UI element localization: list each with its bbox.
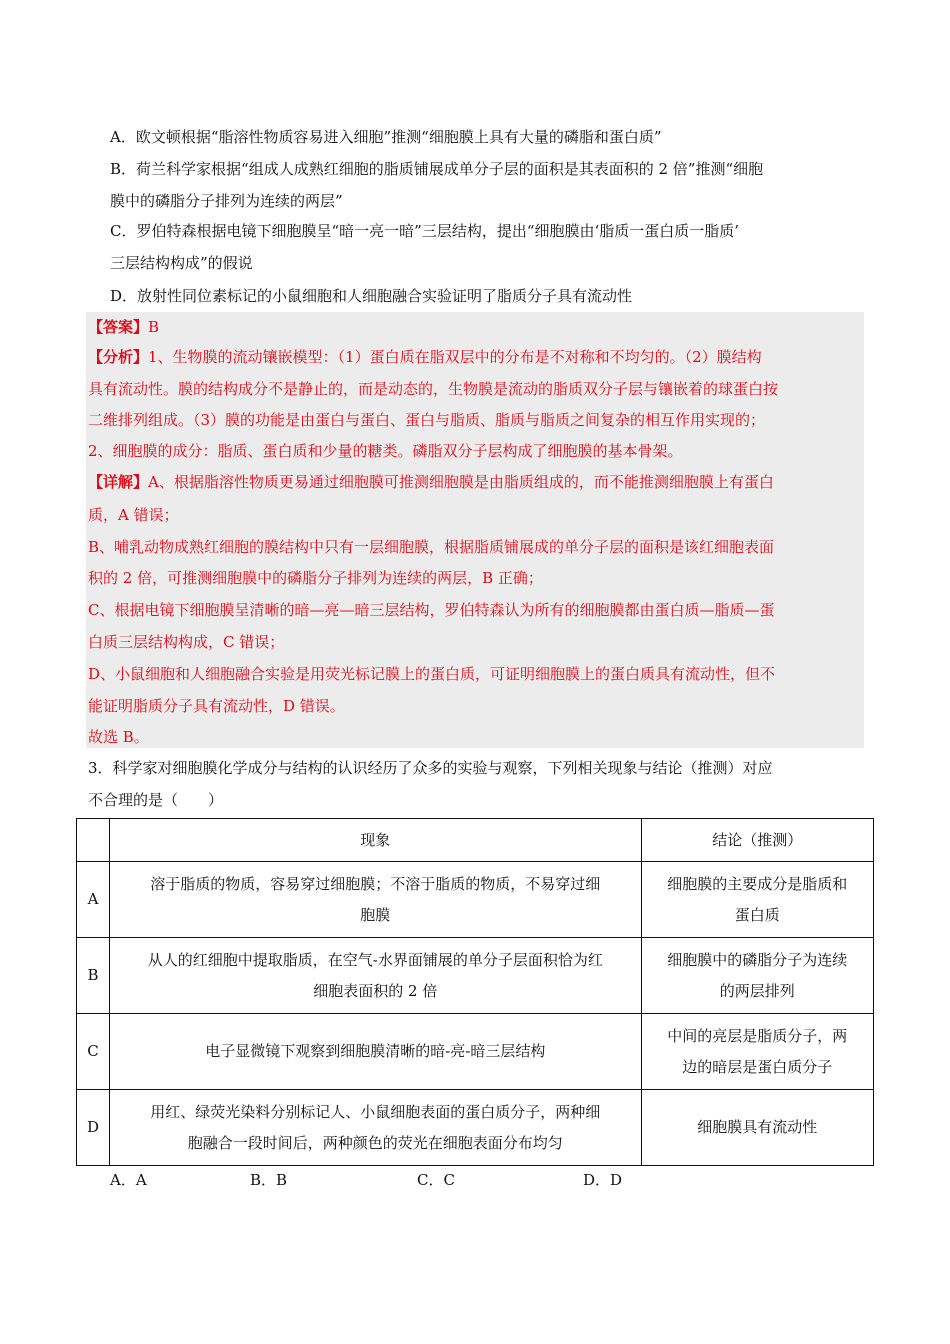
phenomenon-cell [110,862,642,938]
phenomenon-cell: 电子显微镜下观察到细胞膜清晰的暗-亮-暗三层结构 [110,1014,642,1090]
row-label: D [77,1090,110,1166]
question-stem: 不合理的是（ ） [88,791,224,809]
analysis-line [88,342,858,373]
cell-text: 蛋白质 [734,905,780,924]
cell-text: 细胞膜的主要成分是脂质和 [667,874,848,893]
analysis-tag: 【分析】 [88,348,149,366]
cell-text: 细胞膜中的磷脂分子为连续 [667,950,848,969]
table-header-cell [77,819,110,862]
conclusion-cell [641,1014,873,1090]
option-a: A．欧文顿根据“脂溶性物质容易进入细胞”推测“细胞膜上具有大量的磷脂和蛋白质” [110,128,662,146]
cell-text: 的两层排列 [719,981,795,1000]
detail-line: B、哺乳动物成熟红细胞的膜结构中只有一层细胞膜，根据脂质铺展成的单分子层的面积是该红细胞表面 [88,538,775,556]
answer-line [88,312,858,343]
table-row [77,862,874,938]
detail-line: 白质三层结构构成，C 错误； [88,633,285,651]
cell-text: 边的暗层是蛋白质分子 [682,1057,833,1076]
option-b [110,153,870,217]
cell-text: 溶于脂质的物质，容易穿过细胞膜；不溶于脂质的物质，不易穿过细 [150,874,601,893]
detail-tag: 【详解】 [88,473,149,491]
cell-text: 胞融合一段时间后，两种颜色的荧光在细胞表面分布均匀 [187,1133,563,1152]
option-b-line1: B．荷兰科学家根据“组成人成熟红细胞的脂质铺展成单分子层的面积是其表面积的 2 倍”推测“细胞 [110,160,764,178]
table-row [77,938,874,1014]
cell-text: 中间的亮层是脂质分子，两 [667,1026,848,1045]
table-header-cell: 结论（推测） [641,819,873,862]
conclusion-line: 故选 B。 [88,728,149,746]
row-label: A [77,862,110,938]
table-row [77,1014,874,1090]
answer-tag: 【答案】 [88,318,149,336]
question-table [76,818,874,1166]
conclusion-cell [641,938,873,1014]
answer-value: B [148,318,160,336]
detail-text: A、根据脂溶性物质更易通过细胞膜可推测细胞膜是由脂质组成的，而不能推测细胞膜上有蛋白 [148,473,774,491]
conclusion-cell: 细胞膜具有流动性 [641,1090,873,1166]
option-b-line2: 膜中的磷脂分子排列为连续的两层” [110,192,343,210]
analysis-line: 具有流动性。膜的结构成分不是静止的，而是动态的，生物膜是流动的脂质双分子层与镶嵌着的球蛋白按 [88,380,779,398]
conclusion-cell [641,862,873,938]
detail-line: C、根据电镜下细胞膜呈清晰的暗—亮—暗三层结构，罗伯特森认为所有的细胞膜都由蛋白质—脂质—蛋 [88,601,775,619]
cell-text: 细胞表面积的 2 倍 [313,981,438,1000]
option-c [110,215,870,279]
row-label: B [77,938,110,1014]
option-d: D．放射性同位素标记的小鼠细胞和人细胞融合实验证明了脂质分子具有流动性 [110,287,633,305]
detail-line [88,467,858,498]
detail-line: 质，A 错误； [88,506,179,524]
analysis-line: 2、细胞膜的成分：脂质、蛋白质和少量的糖类。磷脂双分子层构成了细胞膜的基本骨架。 [88,442,683,460]
row-label: C [77,1014,110,1090]
choice-c[interactable]: C．C [417,1171,455,1189]
cell-text: 用红、绿荧光染料分别标记人、小鼠细胞表面的蛋白质分子，两种细 [150,1102,601,1121]
choice-d[interactable]: D．D [583,1171,623,1189]
detail-line: 能证明脂质分子具有流动性，D 错误。 [88,697,345,715]
choice-a[interactable]: A．A [110,1171,147,1189]
phenomenon-cell [110,938,642,1014]
option-c-line2: 三层结构构成”的假说 [110,254,253,272]
option-c-line1: C．罗伯特森根据电镜下细胞膜呈“暗一亮一暗”三层结构，提出“细胞膜由‘脂质一蛋白质一脂质’ [110,222,740,240]
phenomenon-cell [110,1090,642,1166]
table-header-row [77,819,874,862]
analysis-line: 二维排列组成。（3）膜的功能是由蛋白与蛋白、蛋白与脂质、脂质与脂质之间复杂的相互作用实现的； [88,411,766,429]
question-stem: 3．科学家对细胞膜化学成分与结构的认识经历了众多的实验与观察，下列相关现象与结论（推测）对应 [88,759,773,777]
detail-line: D、小鼠细胞和人细胞融合实验是用荧光标记膜上的蛋白质，可证明细胞膜上的蛋白质具有流动性，但不 [88,665,776,683]
table-row [77,1090,874,1166]
detail-line: 积的 2 倍，可推测细胞膜中的磷脂分子排列为连续的两层，B 正确； [88,569,543,587]
table-header-cell: 现象 [110,819,642,862]
cell-text: 胞膜 [360,905,391,924]
cell-text: 从人的红细胞中提取脂质，在空气-水界面铺展的单分子层面积恰为红 [147,950,603,969]
choice-b[interactable]: B．B [250,1171,288,1189]
analysis-text: 1、生物膜的流动镶嵌模型：（1）蛋白质在脂双层中的分布是不对称和不均匀的。（2）膜结构 [148,348,762,366]
